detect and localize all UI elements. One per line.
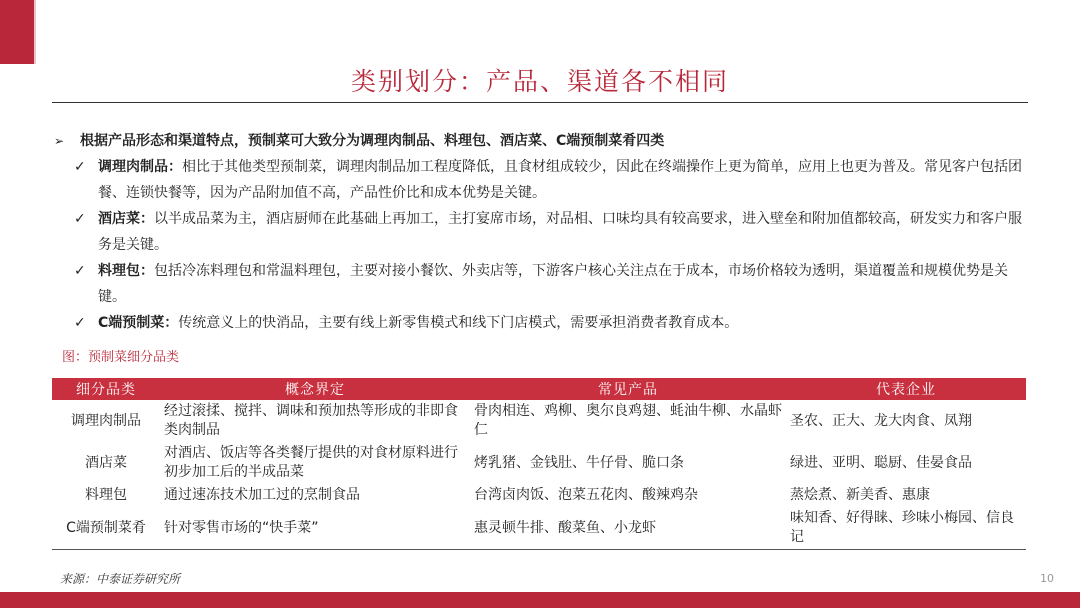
table-cell: 调理肉制品	[71, 412, 141, 429]
sub-point-label: C端预制菜：	[98, 315, 179, 331]
table-cell: 通过速冻技术加工过的烹制食品	[164, 487, 360, 503]
table-header-cell: 常见产品	[470, 378, 786, 400]
table-cell: 骨肉相连、鸡柳、奥尔良鸡翅、蚝油牛柳、水晶虾仁	[474, 403, 782, 438]
table-cell: 惠灵顿牛排、酸菜鱼、小龙虾	[470, 507, 786, 550]
sub-point-label: 调理肉制品：	[98, 159, 182, 175]
sub-point	[54, 206, 1024, 258]
table-cell: C端预制菜肴	[52, 507, 160, 550]
sub-point-text: 以半成品菜为主，酒店厨师在此基础上再加工，主打宴席市场，对品相、口味均具有较高要求，进入壁垒和附加值都较高，研发实力和客户服务是关键。	[98, 211, 1022, 253]
main-point	[54, 128, 1024, 154]
table-cell: 圣农、正大、龙大肉食、凤翔	[790, 412, 972, 429]
table-row	[52, 400, 1026, 442]
arrow-right-icon: ➢	[54, 134, 65, 148]
table-cell: 味知香、好得睐、珍味小梅园、信良记	[786, 507, 1026, 550]
sub-point-text: 相比于其他类型预制菜，调理肉制品加工程度降低，且食材组成较少，因此在终端操作上更为简单，应用上也更为普及。常见客户包括团餐、连锁快餐等，因为产品附加值不高，产品性价比和成本优势是关键。	[98, 159, 1022, 201]
check-icon: ✓	[74, 211, 86, 227]
table-cell: 烤乳猪、金钱肚、牛仔骨、脆口条	[474, 454, 684, 471]
sub-point-text: 传统意义上的快消品，主要有线上新零售模式和线下门店模式，需要承担消费者教育成本。	[178, 315, 739, 331]
table-row	[52, 484, 1026, 507]
bottom-accent-bar	[0, 592, 1080, 608]
table-cell: 台湾卤肉饭、泡菜五花肉、酸辣鸡杂	[474, 487, 698, 503]
table-header-row	[52, 378, 1026, 400]
main-point-text: 根据产品形态和渠道特点，预制菜可大致分为调理肉制品、料理包、酒店菜、C端预制菜肴四类	[80, 133, 665, 149]
sub-point	[54, 154, 1024, 206]
check-icon: ✓	[74, 159, 86, 175]
sub-point-label: 料理包：	[98, 263, 154, 279]
table-header-cell: 细分品类	[52, 378, 160, 400]
figure-caption: 图：预制菜细分品类	[62, 350, 180, 365]
table-cell: 经过滚揉、搅拌、调味和预加热等形成的非即食类肉制品	[164, 403, 458, 438]
sub-point-text: 包括冷冻料理包和常温料理包，主要对接小餐饮、外卖店等，下游客户核心关注点在于成本，市场价格较为透明，渠道覆盖和规模优势是关键。	[98, 263, 1008, 305]
title-divider	[52, 102, 1028, 103]
category-table	[52, 378, 1026, 550]
page-title: 类别划分：产品、渠道各不相同	[350, 67, 729, 96]
sub-point	[54, 258, 1024, 310]
table-cell: 料理包	[85, 487, 127, 503]
check-icon: ✓	[74, 315, 86, 331]
table-row	[52, 507, 1026, 550]
table-cell: 酒店菜	[85, 454, 127, 471]
check-icon: ✓	[74, 263, 86, 279]
table-cell: 针对零售市场的“快手菜”	[160, 507, 470, 550]
table-row	[52, 442, 1026, 484]
source-note: 来源：中泰证券研究所	[60, 572, 181, 586]
sub-point	[54, 310, 1024, 336]
content-body	[54, 128, 1024, 336]
table-header-cell: 概念界定	[160, 378, 470, 400]
table-cell: 蒸烩煮、新美香、惠康	[790, 487, 930, 503]
sub-point-label: 酒店菜：	[98, 211, 154, 227]
table-header-cell: 代表企业	[786, 378, 1026, 400]
page-number: 10	[1040, 572, 1054, 585]
corner-accent-bar	[0, 0, 34, 64]
table-cell: 绿进、亚明、聪厨、佳晏食品	[790, 454, 972, 471]
table-cell: 对酒店、饭店等各类餐厅提供的对食材原料进行初步加工后的半成品菜	[164, 445, 458, 480]
